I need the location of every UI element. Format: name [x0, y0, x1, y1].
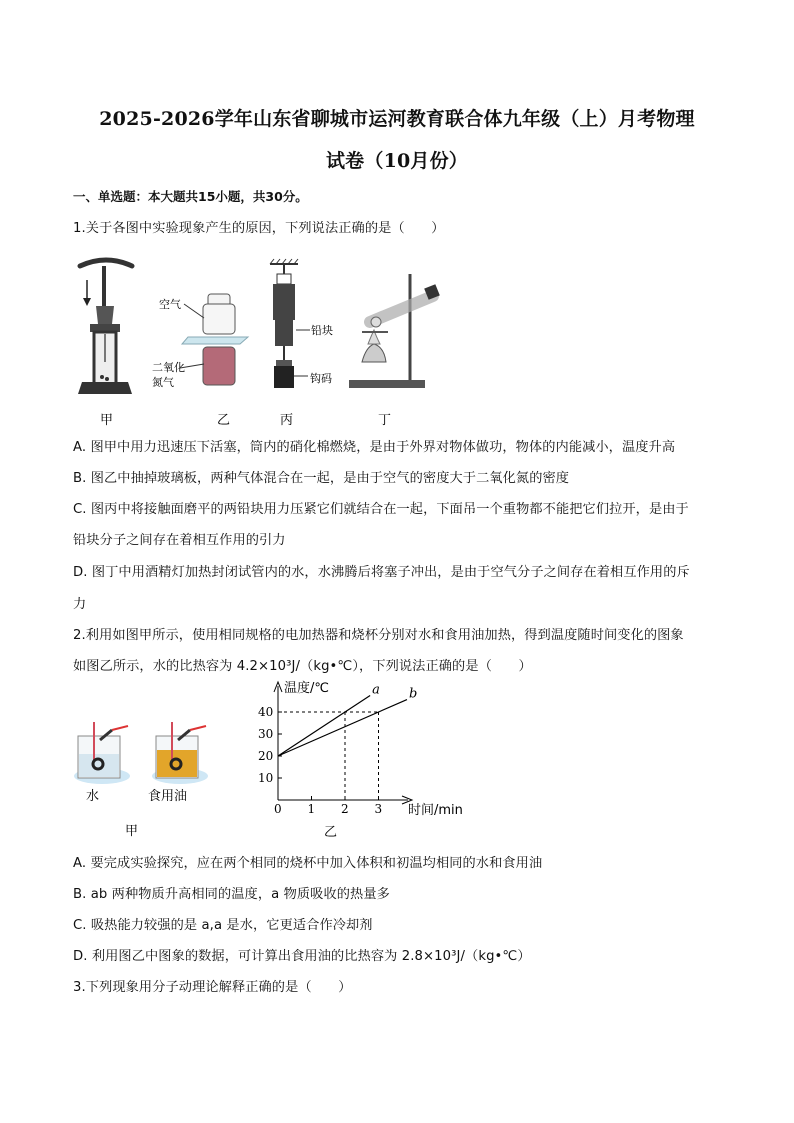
y-tick-label: 20	[258, 749, 274, 763]
air-label: 空气	[159, 298, 181, 311]
page-title-line1: 2025-2026学年山东省聊城市运河教育联合体九年级（上）月考物理	[99, 108, 695, 130]
fig-label-yi: 乙	[217, 413, 231, 427]
q1-option-a: A. 图甲中用力迅速压下活塞，筒内的硝化棉燃烧，是由于外界对物体做功，物体的内能减小，温度升高	[73, 440, 676, 455]
q2-option-b: B. ab 两种物质升高相同的温度，a 物质吸收的热量多	[73, 887, 390, 902]
lead-blocks-drawing	[270, 259, 333, 388]
q2-beakers-figure	[70, 720, 240, 840]
series-line-a	[278, 696, 370, 757]
q1-option-b: B. 图乙中抽掉玻璃板，两种气体混合在一起，是由于空气的密度大于二氧化氮的密度	[73, 471, 570, 486]
test-tube-drawing	[349, 274, 440, 388]
q1-option-c-line1: C. 图丙中将接触面磨平的两铅块用力压紧它们就结合在一起，下面吊一个重物都不能把它们拉开，是由于	[73, 502, 689, 517]
no2-label-1: 二氧化	[152, 361, 185, 374]
q1-option-d-line1: D. 图丁中用酒精灯加热封闭试管内的水，水沸腾后将塞子冲出，是由于空气分子之间存在着相互作用的斥	[73, 565, 690, 580]
weight-label: 钩码	[310, 372, 332, 385]
q1-figure	[70, 252, 440, 427]
oil-label: 食用油	[148, 789, 188, 804]
gas-diffusion-drawing	[152, 294, 248, 389]
q1-stem: 1.关于各图中实验现象产生的原因，下列说法正确的是（ ）	[73, 221, 445, 236]
section-heading: 一、单选题：本大题共15小题，共30分。	[73, 189, 308, 204]
fig-label-ding: 丁	[378, 413, 392, 427]
series-line-b	[278, 700, 407, 756]
x-tick-label: 3	[374, 802, 383, 816]
y-tick-label: 30	[258, 727, 274, 741]
page-title-line2: 试卷（10月份）	[325, 150, 469, 172]
q2-option-d: D. 利用图乙中图象的数据，可计算出食用油的比热容为 2.8×10³J/（kg•℃）	[73, 949, 531, 964]
x-tick-label: 0	[274, 802, 282, 816]
q2-stem-line2: 如图乙所示，水的比热容为 4.2×10³J/（kg•℃），下列说法正确的是（ ）	[73, 659, 532, 674]
x-tick-label: 2	[341, 802, 349, 816]
no2-label-2: 氮气	[152, 376, 174, 389]
water-label: 水	[86, 789, 100, 804]
fig-label-jia: 甲	[100, 413, 114, 427]
x-tick-label: 1	[307, 802, 316, 816]
q2-option-a: A. 要完成实验探究，应在两个相同的烧杯中加入体积和初温均相同的水和食用油	[73, 856, 543, 871]
q1-option-d-line2: 力	[73, 597, 87, 612]
q2-stem-line1: 2.利用如图甲所示，使用相同规格的电加热器和烧杯分别对水和食用油加热，得到温度随时间变化的图象	[73, 628, 684, 643]
lead-label: 铅块	[311, 324, 333, 337]
series-label-b: b	[408, 686, 418, 702]
fig-label-yi-chart: 乙	[324, 825, 338, 840]
q2-option-c: C. 吸热能力较强的是 a,a 是水，它更适合作冷却剂	[73, 918, 373, 933]
q1-option-c-line2: 铅块分子之间存在着相互作用的引力	[73, 533, 286, 548]
x-axis-label: 时间/min	[408, 803, 463, 818]
y-axis-label: 温度/℃	[284, 681, 329, 696]
q3-stem: 3.下列现象用分子动理论解释正确的是（ ）	[73, 980, 352, 995]
y-tick-label: 10	[258, 771, 274, 785]
q2-fig-label-jia: 甲	[125, 824, 139, 839]
series-label-a: a	[372, 682, 380, 698]
fig-label-bing: 丙	[280, 413, 294, 427]
fire-syringe-drawing	[78, 260, 132, 394]
q2-temperature-chart	[250, 676, 480, 842]
y-tick-label: 40	[258, 705, 274, 719]
